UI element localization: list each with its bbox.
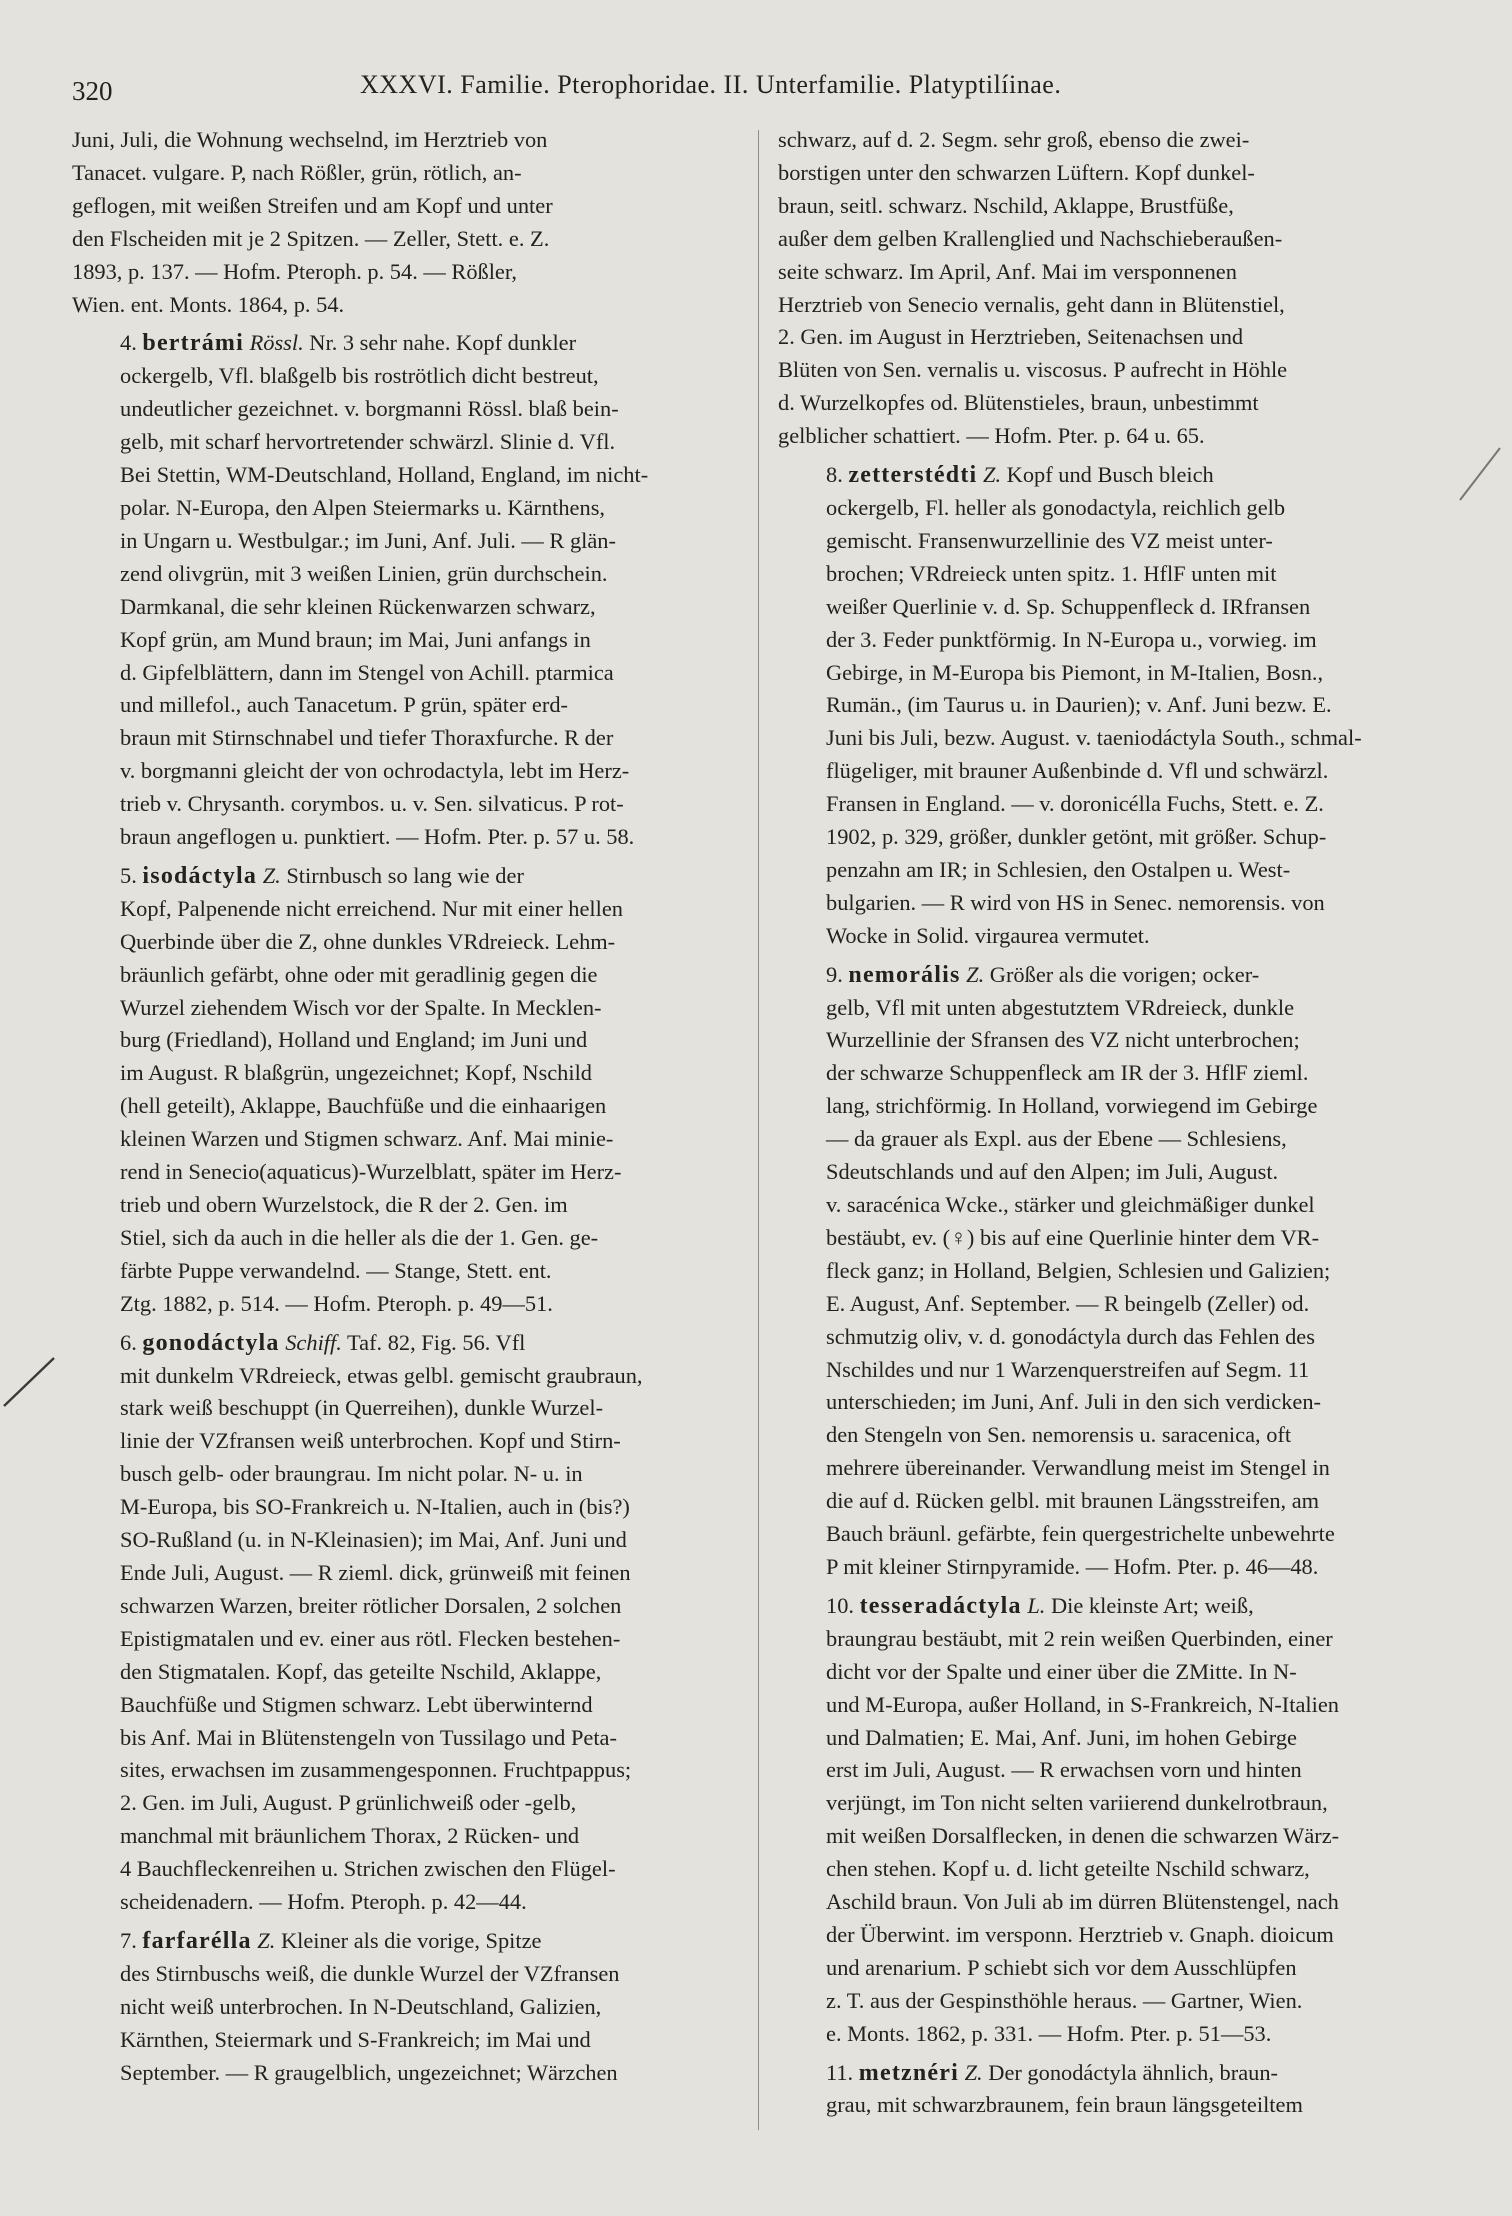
text-line: 1893, p. 137. — Hofm. Pteroph. p. 54. — Rößler, [72,258,518,284]
entry-number: 9. [826,961,843,987]
entry-number: 8. [826,462,843,488]
entry-number: 5. [120,862,137,888]
text-line: nicht weiß unterbrochen. In N-Deutschland, Galizien, [120,1993,602,2019]
text-line: Stiel, sich da auch in die heller als die der 1. Gen. ge- [120,1224,599,1250]
text-line: im August. R blaßgrün, ungezeichnet; Kopf, Nschild [120,1060,592,1086]
margin-pencil-mark [0,1340,60,1410]
species-entry [778,2057,1442,2123]
text-line: geflogen, mit weißen Streifen und am Kopf und unter [72,192,553,218]
text-line: 4 Bauchfleckenreihen u. Strichen zwischen den Flügel- [120,1856,616,1882]
text-line: Bei Stettin, WM-Deutschland, Holland, England, im nicht- [120,462,649,488]
text-line: Bauch bräunl. gefärbte, fein quergestrichelte unbewehrte [826,1521,1335,1547]
text-line: mehrere übereinander. Verwandlung meist im Stengel in [826,1455,1330,1481]
text-line: trieb v. Chrysanth. corymbos. u. v. Sen. silvaticus. P rot- [120,791,624,817]
text-line: und arenarium. P schiebt sich vor dem Ausschlüpfen [826,1954,1297,1980]
text-line: P mit kleiner Stirnpyramide. — Hofm. Pter. p. 46—48. [826,1553,1319,1579]
text-line: stark weiß beschuppt (in Querreihen), dunkle Wurzel- [120,1395,604,1421]
author-citation: Z. [964,2059,983,2085]
text-line: ockergelb, Vfl. blaßgelb bis roströtlich dicht bestreut, [120,363,599,389]
species-name: farfarélla [142,1927,252,1954]
text-line: E. August, Anf. September. — R beingelb (Zeller) od. [826,1290,1310,1316]
text-line: bestäubt, ev. (♀) bis auf eine Querlinie hinter dem VR- [826,1224,1320,1250]
text-line: Querbinde über die Z, ohne dunkles VRdreieck. Lehm- [120,928,616,954]
text-line: 2. Gen. im August in Herztrieben, Seitenachsen und [778,324,1244,350]
text-line: Kopf, Palpenende nicht erreichend. Nur mit einer hellen [120,895,623,921]
text-line: Blüten von Sen. vernalis u. viscosus. P aufrecht in Höhle [778,357,1288,383]
text-line: sites, erwachsen im zusammengesponnen. Fruchtpappus; [120,1757,632,1783]
text-line: der Überwint. im versponn. Herztrieb v. Gnaph. dioicum [826,1921,1334,1947]
species-entry [778,459,1442,953]
text-line: linie der VZfransen weiß unterbrochen. Kopf und Stirn- [120,1428,621,1454]
margin-pencil-mark-right [1452,440,1507,510]
text-line: manchmal mit bräunlichem Thorax, 2 Rücken- und [120,1823,580,1849]
text-line: d. Gipfelblättern, dann im Stengel von Achill. ptarmica [120,659,614,685]
text-line: braun mit Stirnschnabel und tiefer Thoraxfurche. R der [120,725,614,751]
text-line: Ende Juli, August. — R zieml. dick, grünweiß mit feinen [120,1559,631,1585]
text-line: fleck ganz; in Holland, Belgien, Schlesien und Galizien; [826,1257,1331,1283]
text-line: Nschildes und nur 1 Warzenquerstreifen auf Segm. 11 [826,1356,1310,1382]
text-line: Bauchfüße und Stigmen schwarz. Lebt überwinternd [120,1691,593,1717]
species-entry [72,1327,736,1919]
text-line: brochen; VRdreieck unten spitz. 1. HflF unten mit [826,560,1277,586]
text-line: borstigen unter den schwarzen Lüftern. Kopf dunkel- [778,159,1255,185]
text-line: Größer als die vorigen; ocker- [984,961,1260,987]
running-header [72,70,1482,110]
text-line: busch gelb- oder braungrau. Im nicht polar. N- u. in [120,1461,583,1487]
author-citation: Z. [966,961,985,987]
text-line: Wurzellinie der Sfransen des VZ nicht unterbrochen; [826,1027,1300,1053]
text-line: und M-Europa, außer Holland, in S-Frankreich, N-Italien [826,1691,1339,1717]
text-line: M-Europa, bis SO-Frankreich u. N-Italien, auch in (bis?) [120,1494,630,1520]
text-line: v. saracénica Wcke., stärker und gleichmäßiger dunkel [826,1192,1315,1217]
text-line: e. Monts. 1862, p. 331. — Hofm. Pter. p. 51—53. [826,2020,1272,2046]
text-line: braungrau bestäubt, mit 2 rein weißen Querbinden, einer [826,1625,1333,1651]
text-line: Stirnbusch so lang wie der [280,862,524,888]
text-line: v. borgmanni gleicht der von ochrodactyla, lebt im Herz- [120,758,630,784]
text-line: Sdeutschlands und auf den Alpen; im Juli, August. [826,1159,1279,1185]
text-line: in Ungarn u. Westbulgar.; im Juni, Anf. Juli. — R glän- [120,527,616,553]
entry-number: 11. [826,2059,854,2085]
text-line: Juni, Juli, die Wohnung wechselnd, im Herztrieb von [72,127,548,152]
text-line: Tanacet. vulgare. P, nach Rößler, grün, rötlich, an- [72,159,522,185]
text-line: undeutlicher gezeichnet. v. borgmanni Rössl. blaß bein- [120,396,619,422]
text-line: rend in Senecio(aquaticus)-Wurzelblatt, später im Herz- [120,1159,622,1185]
species-entry [778,959,1442,1584]
species-entry [72,1925,736,2090]
page-number: 320 [72,76,113,106]
text-line: Kopf und Busch bleich [1001,462,1214,488]
text-line: die auf d. Rücken gelbl. mit braunen Längsstreifen, am [826,1488,1320,1514]
text-line: gelb, mit scharf hervortretender schwärzl. Slinie d. Vfl. [120,429,616,455]
author-citation: Z. [257,1927,276,1953]
paragraph [72,124,736,321]
text-line: verjüngt, im Ton nicht selten variierend dunkelrotbraun, [826,1790,1328,1816]
text-line: Wurzel ziehendem Wisch vor der Spalte. In Mecklen- [120,994,602,1020]
text-line: Juni bis Juli, bezw. August. v. taeniodáctyla South., schmal- [826,725,1362,751]
author-citation: L. [1027,1592,1046,1618]
text-line: und millefol., auch Tanacetum. P grün, später erd- [120,692,568,718]
text-line: penzahn am IR; in Schlesien, den Ostalpen u. West- [826,856,1291,882]
species-entry [72,860,736,1321]
author-citation: Rössl. [249,330,304,356]
text-line: Wien. ent. Monts. 1864, p. 54. [72,291,345,317]
text-line: gemischt. Fransenwurzellinie des VZ meist unter- [826,527,1273,553]
text-line: grau, mit schwarzbraunem, fein braun längsgeteiltem [826,2092,1303,2118]
species-name: metznéri [858,2059,959,2086]
entry-number: 4. [120,330,137,356]
text-line: der 3. Feder punktförmig. In N-Europa u., vorwieg. im [826,626,1317,652]
text-line: gelb, Vfl mit unten abgestutztem VRdreieck, dunkle [826,994,1295,1020]
text-line: Aschild braun. Von Juli ab im dürren Blütenstengel, nach [826,1889,1339,1915]
species-entry [72,327,736,854]
text-line: braun, seitl. schwarz. Nschild, Aklappe, Brustfüße, [778,192,1234,218]
text-line: mit dunkelm VRdreieck, etwas gelbl. gemischt graubraun, [120,1362,643,1388]
text-line: — da grauer als Expl. aus der Ebene — Schlesiens, [826,1126,1287,1152]
text-line: schwarz, auf d. 2. Segm. sehr groß, ebenso die zwei- [778,127,1250,152]
text-line: (hell geteilt), Aklappe, Bauchfüße und die einhaarigen [120,1093,607,1119]
text-line: Rumän., (im Taurus u. in Daurien); v. Anf. Juni bezw. E. [826,692,1332,718]
text-line: Der gonodáctyla ähnlich, braun- [982,2059,1278,2085]
text-line: Kopf grün, am Mund braun; im Mai, Juni anfangs in [120,626,591,652]
text-line: Fransen in England. — v. doronicélla Fuchs, Stett. e. Z. [826,791,1324,817]
text-line: gelblicher schattiert. — Hofm. Pter. p. 64 u. 65. [778,423,1205,449]
species-name: tesseradáctyla [859,1592,1022,1619]
species-name: isodáctyla [142,862,258,889]
text-line: weißer Querlinie v. d. Sp. Schuppenfleck d. IRfransen [826,593,1311,619]
text-line: des Stirnbuschs weiß, die dunkle Wurzel der VZfransen [120,1960,620,1986]
text-line: dicht vor der Spalte und einer über die ZMitte. In N- [826,1658,1297,1684]
text-line: September. — R graugelblich, ungezeichnet; Wärzchen [120,2059,618,2085]
text-line: Darmkanal, die sehr kleinen Rückenwarzen schwarz, [120,593,596,619]
species-name: gonodáctyla [142,1329,280,1356]
text-line: den Stigmatalen. Kopf, das geteilte Nschild, Aklappe, [120,1658,602,1684]
text-line: Ztg. 1882, p. 514. — Hofm. Pteroph. p. 49—51. [120,1290,553,1316]
text-line: ockergelb, Fl. heller als gonodactyla, reichlich gelb [826,494,1286,520]
paragraph [778,124,1442,453]
text-line: trieb und obern Wurzelstock, die R der 2. Gen. im [120,1192,568,1217]
species-name: nemorális [848,961,961,988]
entry-number: 10. [826,1592,854,1618]
text-line: scheidenadern. — Hofm. Pteroph. p. 42—44. [120,1889,527,1915]
text-line: Nr. 3 sehr nahe. Kopf dunkler [303,330,577,356]
text-line: bis Anf. Mai in Blütenstengeln von Tussilago und Peta- [120,1724,617,1750]
text-line: bulgarien. — R wird von HS in Senec. nemorensis. von [826,889,1325,915]
text-line: der schwarze Schuppenfleck am IR der 3. HflF zieml. [826,1060,1309,1086]
running-title: XXXVI. Familie. Pterophoridae. II. Unterfamilie. Platyptilíinae. [360,70,1062,99]
text-line: Kleiner als die vorige, Spitze [275,1927,542,1953]
text-line: seite schwarz. Im April, Anf. Mai im versponnenen [778,258,1237,284]
text-line: schmutzig oliv, v. d. gonodáctyla durch das Fehlen des [826,1323,1315,1349]
column-divider [758,130,759,2130]
text-line: 1902, p. 329, größer, dunkler getönt, mit größer. Schup- [826,824,1327,850]
text-line: und Dalmatien; E. Mai, Anf. Juni, im hohen Gebirge [826,1724,1297,1750]
text-line: Gebirge, in M-Europa bis Piemont, in M-Italien, Bosn., [826,659,1324,685]
species-entry [778,1590,1442,2051]
text-line: Epistigmatalen und ev. einer aus rötl. Flecken bestehen- [120,1625,621,1651]
author-citation: Schiff. [285,1329,342,1355]
text-line: burg (Friedland), Holland und England; im Juni und [120,1027,588,1053]
text-line: Wocke in Solid. virgaurea vermutet. [826,922,1150,948]
species-name: bertrámi [142,330,244,357]
text-line: braun angeflogen u. punktiert. — Hofm. Pter. p. 57 u. 58. [120,824,635,850]
author-citation: Z. [983,462,1002,488]
text-line: bräunlich gefärbt, ohne oder mit geradlinig gegen die [120,961,598,987]
species-name: zetterstédti [848,462,978,489]
text-line: lang, strichförmig. In Holland, vorwiegend im Gebirge [826,1093,1318,1119]
text-line: flügeliger, mit brauner Außenbinde d. Vfl und schwärzl. [826,758,1329,784]
text-line: z. T. aus der Gespinsthöhle heraus. — Gartner, Wien. [826,1987,1303,2013]
text-line: zend olivgrün, mit 3 weißen Linien, grün durchschein. [120,560,608,586]
entry-number: 7. [120,1927,137,1953]
text-line: unterschieden; im Juni, Anf. Juli in den sich verdicken- [826,1389,1321,1415]
text-line: SO-Rußland (u. in N-Kleinasien); im Mai, Anf. Juni und [120,1527,627,1553]
text-line: schwarzen Warzen, breiter rötlicher Dorsalen, 2 solchen [120,1592,622,1618]
text-line: chen stehen. Kopf u. d. licht geteilte Nschild schwarz, [826,1856,1310,1882]
text-line: kleinen Warzen und Stigmen schwarz. Anf. Mai minie- [120,1126,614,1152]
left-column [72,124,736,2089]
text-line: den Stengeln von Sen. nemorensis u. saracenica, oft [826,1422,1292,1448]
entry-number: 6. [120,1329,137,1355]
text-line: polar. N-Europa, den Alpen Steiermarks u. Kärnthens, [120,494,606,520]
text-line: außer dem gelben Krallenglied und Nachschieberaußen- [778,225,1283,251]
right-column [778,124,1442,2122]
author-citation: Z. [262,862,281,888]
text-line: Die kleinste Art; weiß, [1045,1592,1254,1618]
text-line: mit weißen Dorsalflecken, in denen die schwarzen Wärz- [826,1823,1340,1849]
text-line: Kärnthen, Steiermark und S-Frankreich; im Mai und [120,2026,591,2052]
text-line: erst im Juli, August. — R erwachsen vorn und hinten [826,1757,1302,1783]
text-line: Taf. 82, Fig. 56. Vfl [341,1329,526,1355]
text-line: färbte Puppe verwandelnd. — Stange, Stett. ent. [120,1257,552,1283]
text-line: Herztrieb von Senecio vernalis, geht dann in Blütenstiel, [778,291,1285,317]
text-line: 2. Gen. im Juli, August. P grünlichweiß oder -gelb, [120,1790,577,1816]
text-line: den Flscheiden mit je 2 Spitzen. — Zeller, Stett. e. Z. [72,225,550,251]
text-line: d. Wurzelkopfes od. Blütenstieles, braun, unbestimmt [778,390,1259,416]
